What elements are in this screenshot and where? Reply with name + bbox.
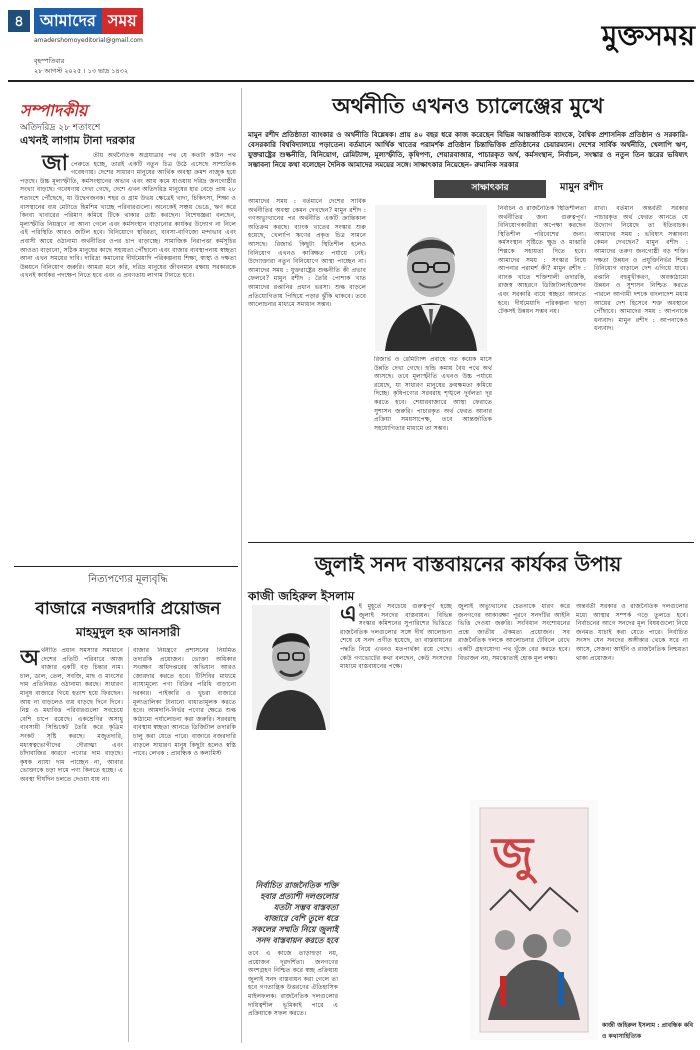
editorial-headline: এখনই লাগাম টানা দরকার bbox=[20, 134, 135, 147]
interview-headline: অর্থনীতি এখনও চ্যালেঞ্জের মুখে bbox=[332, 93, 604, 118]
july-column-3: অন্তর্বর্তী সরকার ও রাজনৈতিক দলগুলোর মধ্যে আস্থার সম্পর্ক গড়ে তুলতে হবে। নির্বাচনের আগে সনদের মূল বিষয়গুলো নিয়ে জনমত যাচাই করা যেতে পারে। নির্বাচিত সংসদ যেন সনদের অঙ্গীকার থেকে সরে না আসে, সেজন্য আইনি ও রাজনৈতিক নিশ্চয়তা থাকা প্রয়োজন। bbox=[576, 603, 688, 662]
editorial-text: তীয় অর্থনৈতিক অগ্রযাত্রার পথ যে কতটা কঠিন পথ পেরুতে হচ্ছে, তারই একটি নতুন চিত্র উঠে এসেছে সাম্প্রতিক গবেষণায়। দেশের সাধারণ মানুষের আর্থিক অবস্থা ক্রমশ নাজুক হয়ে পড়ছে। উচ্চ মূল্যস্ফীতি, কর্মসংস্থানের অভাব এবং আয় কমে যাওয়ায় দরিদ্র জনগোষ্ঠীর সংখ্যা বাড়ছে। গবেষণায় দেখা গেছে, দেশে এখন অতিদরিদ্র মানুষের হার বেড়ে প্রায় ২৮ শতাংশে পৌঁছেছে, যা উদ্বেগজনক। শহর ও গ্রাম উভয় ক্ষেত্রেই খাদ্য, চিকিৎসা, শিক্ষা ও বাসস্থানের ব্যয় মেটাতে হিমশিম খাচ্ছে পরিবারগুলো। অনেকেই সঞ্চয় ভেঙে, ঋণ করে কিংবা খাবারের পরিমাণ কমিয়ে টিকে থাকার চেষ্টা করছেন। বিশেষজ্ঞরা বলছেন, মূল্যস্ফীতি নিয়ন্ত্রণে না আনা গেলে এবং কর্মসংস্থান বাড়ানোর কার্যকর উদ্যোগ না নিলে এই পরিস্থিতি আরও জটিল হবে। বিনিয়োগে স্থবিরতা, ব্যবসা-বাণিজ্যে মন্দাভাব এবং প্রবাসী আয়ে ওঠানামা অর্থনীতির ওপর চাপ বাড়াচ্ছে। সামাজিক নিরাপত্তা কর্মসূচির আওতা বাড়ানো, সঠিক মানুষের কাছে সহায়তা পৌঁছানো এবং বাজার ব্যবস্থাপনায় স্বচ্ছতা আনা এখন সময়ের দাবি। দারিদ্র্য কমানোর দীর্ঘমেয়াদি পরিকল্পনায় শিক্ষা, স্বাস্থ্য ও দক্ষতা উন্নয়নে বিনিয়োগ জরুরি। আমরা মনে করি, দরিদ্র মানুষের জীবনমান রক্ষায় সরকারকে এখনই কার্যকর পদক্ষেপ নিতে হবে এবং এ প্রবণতায় লাগাম টানতে হবে। bbox=[20, 152, 236, 280]
editorial-body bbox=[20, 152, 236, 560]
interview-deck: মামুন রশীদ প্রতিষ্ঠাতা ব্যাংকার ও অর্থনীতি বিশ্লেষক। প্রায় ৪০ বছর ধরে কাজ করেছেন বিভিন্ন আন্তর্জাতিক ব্যাংকে, বৈশ্বিক প্রশাসনিক প্রতিষ্ঠান ও সরকারি-বেসরকারি বিশ্ববিদ্যালয়ে পড়াতেন। বর্তমানে আর্থিক খাতের পরামর্শক প্রতিষ্ঠান চিন্তাভিত্তিক প্রতিষ্ঠানের চেয়ারম্যান। দেশের সার্বিক অর্থনীতি, খেলাপি ঋণ, যুক্তরাষ্ট্রের শুল্কনীতি, বিনিয়োগ, রেমিট্যান্স, মূল্যস্ফীতি, কৃষিপণ্য, শেয়ারবাজার, পাচারকৃত অর্থ, কর্মসংস্থান, নির্বাচন, সংস্কার ও নতুন তিন স্তরের ভবিষ্যৎ সম্ভাবনা নিয়ে কথা বলেছেন দৈনিক আমাদের সময়ের সঙ্গে। সাক্ষাৎকার নিয়েছেন- রুমানিক সরকার bbox=[248, 130, 688, 169]
bazar-drop-cap: অ bbox=[20, 647, 40, 671]
july-headline: জুলাই সনদ বাস্তবায়নের কার্যকর উপায় bbox=[314, 552, 622, 576]
interview-column-4: রাখা। বর্তমান অন্তর্বর্তী সরকার পাচারকৃত অর্থ ফেরত আনতে যে উদ্যোগ নিয়েছে তা ইতিবাচক। আমাদের সময় : ভবিষ্যৎ সম্ভাবনা কেমন দেখছেন? মামুন রশীদ : আমাদের তরুণ জনগোষ্ঠী বড় শক্তি। দক্ষতা উন্নয়ন ও প্রযুক্তিনির্ভর শিল্পে বিনিয়োগ বাড়ালে দেশ এগিয়ে যাবে। রপ্তানি বহুমুখীকরণ, অবকাঠামো উন্নয়ন ও সুশাসন নিশ্চিত করতে পারলে আগামী দশকে বাংলাদেশ মধ্যম আয়ের দেশ হিসেবে শক্ত অবস্থানে পৌঁছাবে। আমাদের সময় : আপনাকে ধন্যবাদ। মামুন রশীদ : আপনাকেও ধন্যবাদ। bbox=[594, 205, 688, 333]
interview-column-2: রিজার্ভ ও রেমিট্যান্স প্রবাহে গত কয়েক মাসে উন্নতি দেখা গেছে। হুন্ডি কমায় বৈধ পথে অর্থ আসছে। তবে মূল্যস্ফীতি এখনও উচ্চ পর্যায়ে রয়েছে, যা সাধারণ মানুষের ক্রয়ক্ষমতা কমিয়ে দিচ্ছে। কৃষিপণ্যের সরবরাহ শৃঙ্খলে দুর্বলতা দূর করতে হবে। শেয়ারবাজারে আস্থা ফেরাতে সুশাসন জরুরি। পাচারকৃত অর্থ ফেরত আনার প্রক্রিয়া সময়সাপেক্ষ, তবে আন্তর্জাতিক সহযোগিতার মাধ্যমে তা সম্ভব। bbox=[374, 356, 492, 432]
bazar-column-1 bbox=[20, 647, 123, 1042]
section-rule bbox=[14, 566, 238, 567]
july-drop-cap: এ bbox=[340, 603, 357, 627]
newspaper-logo bbox=[34, 8, 186, 34]
editorial-label: সম্পাদকীয় bbox=[20, 101, 88, 120]
july-author-bio: কাজী জহিরুল ইসলাম : প্রাবন্ধিক কবি ও কথাসাহিত্যিক bbox=[602, 1022, 694, 1040]
july-column-1 bbox=[340, 603, 452, 1040]
interview-column-3: নির্বাচন ও রাজনৈতিক স্থিতিশীলতা অর্থনীতির জন্য গুরুত্বপূর্ণ। বিনিয়োগকারীরা অপেক্ষা করছেন স্থিতিশীল পরিবেশের জন্য। কর্মসংস্থান সৃষ্টিতে ক্ষুদ্র ও মাঝারি শিল্পকে সহায়তা দিতে হবে। আমাদের সময় : সংস্কার নিয়ে আপনার পরামর্শ কী? মামুন রশীদ : ব্যাংক খাতে শক্তিশালী তদারকি, রাজস্ব আহরণে ডিজিটালাইজেশন এবং সরকারি ব্যয়ে স্বচ্ছতা আনতে হবে। দীর্ঘমেয়াদি পরিকল্পনা ছাড়া টেকসই উন্নয়ন সম্ভব নয়। bbox=[498, 205, 586, 316]
bazar-text-1: র্থনীতি প্রধান সমস্যার সমাধানে দেশের প্রতিটি পরিবারে আজ বাজার একটি বড় চিন্তার নাম। চাল, ডাল, তেল, সবজি, মাছ ও মাংসের দাম প্রতিনিয়ত ওঠানামা করছে। সাধারণ মানুষ বাজারে গিয়ে হতাশ হয়ে ফিরছেন। আয় না বাড়লেও ব্যয় বাড়ছে দিনে দিনে। নিম্ন ও মধ্যবিত্ত পরিবারগুলো সবচেয়ে বেশি চাপে রয়েছে। একশ্রেণির অসাধু ব্যবসায়ী সিন্ডিকেট তৈরি করে কৃত্রিম সংকট সৃষ্টি করছে। মজুতদারি, মধ্যস্বত্বভোগীদের দৌরাত্ম্য এবং চাঁদাবাজির কারণে পণ্যের দাম বাড়ছে। কৃষক ন্যায্য দাম পাচ্ছেন না, আবার ভোক্তাকে চড়া দামে পণ্য কিনতে হচ্ছে। এ অবস্থা দীর্ঘদিন চলতে দেওয়া যায় না। bbox=[20, 647, 123, 783]
section-title: মুক্তসময় bbox=[601, 19, 695, 52]
header-rule bbox=[8, 80, 694, 82]
editorial-drop-cap: জা bbox=[42, 152, 69, 176]
page-number: ৪ bbox=[8, 10, 30, 32]
bazar-author: মাহমুদুল হক আনসারী bbox=[75, 625, 180, 639]
editorial-email: amadershomoyeditorial@gmail.com bbox=[34, 37, 143, 44]
interview-column-1: আমাদের সময় : বর্তমানে দেশের সার্বিক অর্থনীতির অবস্থা কেমন দেখছেন? মামুন রশীদ : গণঅভ্যুত্থানের পর অর্থনীতি একটি ক্রান্তিকাল অতিক্রম করছে। ব্যাংক খাতের সংস্কার শুরু হয়েছে, খেলাপি ঋণের প্রকৃত চিত্র সামনে আসছে। রিজার্ভ কিছুটা স্থিতিশীল হলেও বিনিয়োগ এখনও কাঙ্ক্ষিত পর্যায়ে নেই। উদ্যোক্তারা নতুন বিনিয়োগে আস্থা পাচ্ছেন না। আমাদের সময় : যুক্তরাষ্ট্রের শুল্কনীতি কী প্রভাব ফেলবে? মামুন রশীদ : তৈরি পোশাক খাত আমাদের রপ্তানির প্রধান ভরসা। শুল্ক বাড়লে প্রতিযোগিতায় পিছিয়ে পড়ার ঝুঁকি থাকবে। তবে আলোচনার মাধ্যমে সমাধান সম্ভব। bbox=[248, 198, 366, 309]
july-column-4: তবে এ কাজে তাড়াহুড়া নয়, প্রয়োজন দূরদর্শিতা। জনগণের অংশগ্রহণ নিশ্চিত করে স্বচ্ছ প্রক্রিয়ায় জুলাই সনদ বাস্তবায়ন করা গেলে তা হবে গণতান্ত্রিক উত্তরণের ঐতিহাসিক মাইলফলক। রাজনৈতিক দলগুলোর দায়িত্বশীল ভূমিকাই পারে এ প্রক্রিয়াকে সফল করতে। bbox=[248, 950, 338, 1018]
publication-date: ২৮ আগস্ট ২০২৫ । ১৩ ভাদ্র ১৪৩২ bbox=[34, 67, 129, 75]
july-column-2: জুলাই অভ্যুত্থানের চেতনাকে ধারণ করে জনগণের আকাঙ্ক্ষা পূরণে সনদটির আইনি ভিত্তি দেওয়া জরুরি। সংবিধান সংশোধনের প্রশ্নে জাতীয় ঐকমত্য প্রয়োজন। সব রাজনৈতিক দলকে আলোচনার টেবিলে রেখে একটি গ্রহণযোগ্য পথ খুঁজে বের করতে হবে। বিভাজন নয়, সমঝোতাই হোক মূল লক্ষ্য। bbox=[458, 603, 570, 662]
bazar-kicker: নিত্যপণ্যের মূল্যবৃদ্ধি bbox=[88, 574, 168, 585]
column-divider bbox=[128, 647, 129, 1042]
column-divider bbox=[241, 88, 242, 1043]
section-rule bbox=[248, 542, 694, 543]
july-pull-quote: নির্বাচিত রাজনৈতিক শক্তি হবার প্রত্যাশী দলগুলোর যতটা সম্ভব বাস্তবতা বাজারে বেশি তুলে ধরে সকলের সম্মতি নিয়ে জুলাই সনদ বাস্তবায়ন করতে হবে bbox=[251, 880, 338, 945]
july-author: কাজী জহিরুল ইসলাম bbox=[248, 589, 355, 603]
author-photo bbox=[252, 605, 330, 730]
interviewee-name: মামুন রশীদ bbox=[560, 182, 603, 193]
bazar-headline: বাজারে নজরদারি প্রয়োজন bbox=[35, 599, 221, 619]
bazar-column-2: বাজার নিয়ন্ত্রণে প্রশাসনের নিয়মিত তদারকি প্রয়োজন। ভোক্তা অধিকার সংরক্ষণ অধিদপ্তরের অভিযান আরও জোরদার করতে হবে। টিসিবির মাধ্যমে ন্যায্যমূল্যে পণ্য বিক্রির পরিধি বাড়ানো দরকার। পাইকারি ও খুচরা বাজারে মূল্যতালিকা টানানো বাধ্যতামূলক করতে হবে। আমদানি-নির্ভর পণ্যের ক্ষেত্রে শুল্ক কাঠামো পর্যালোচনা করা জরুরি। সরবরাহ ব্যবস্থায় স্বচ্ছতা আনতে ডিজিটাল তদারকি চালু করা যেতে পারে। বাজারে নজরদারি বাড়লে সাধারণ মানুষ কিছুটা হলেও স্বস্তি পাবে। লেখক : প্রাবন্ধিক ও কলামিস্ট bbox=[133, 647, 236, 758]
interview-tag: সাক্ষাৎকার bbox=[434, 180, 546, 198]
publication-day: বৃহস্পতিবার bbox=[34, 57, 65, 65]
logo-part-amader: আমাদের bbox=[34, 8, 102, 34]
july-charter-illustration bbox=[470, 800, 598, 1040]
july-text-1: ই মুহূর্তে সবচেয়ে গুরুত্বপূর্ণ হচ্ছে জুলাই সনদের বাস্তবায়ন। বিভিন্ন সংস্কার কমিশনের সুপারিশের ভিত্তিতে রাজনৈতিক দলগুলোর সঙ্গে দীর্ঘ আলোচনা শেষে যে সনদ প্রণীত হয়েছে, তা বাস্তবায়নের পদ্ধতি নিয়ে এখনও মতপার্থক্য রয়ে গেছে। কেউ গণভোটের কথা বলছেন, কেউ সংসদের মাধ্যমে বাস্তবায়নের পক্ষে। bbox=[340, 603, 452, 671]
interviewee-photo bbox=[375, 205, 487, 351]
svg-text:জু: জু bbox=[492, 827, 534, 881]
editorial-kicker: অতিদরিদ্র ২৮ শতাংশে bbox=[20, 123, 101, 133]
logo-part-somoy: সময় bbox=[102, 8, 143, 34]
